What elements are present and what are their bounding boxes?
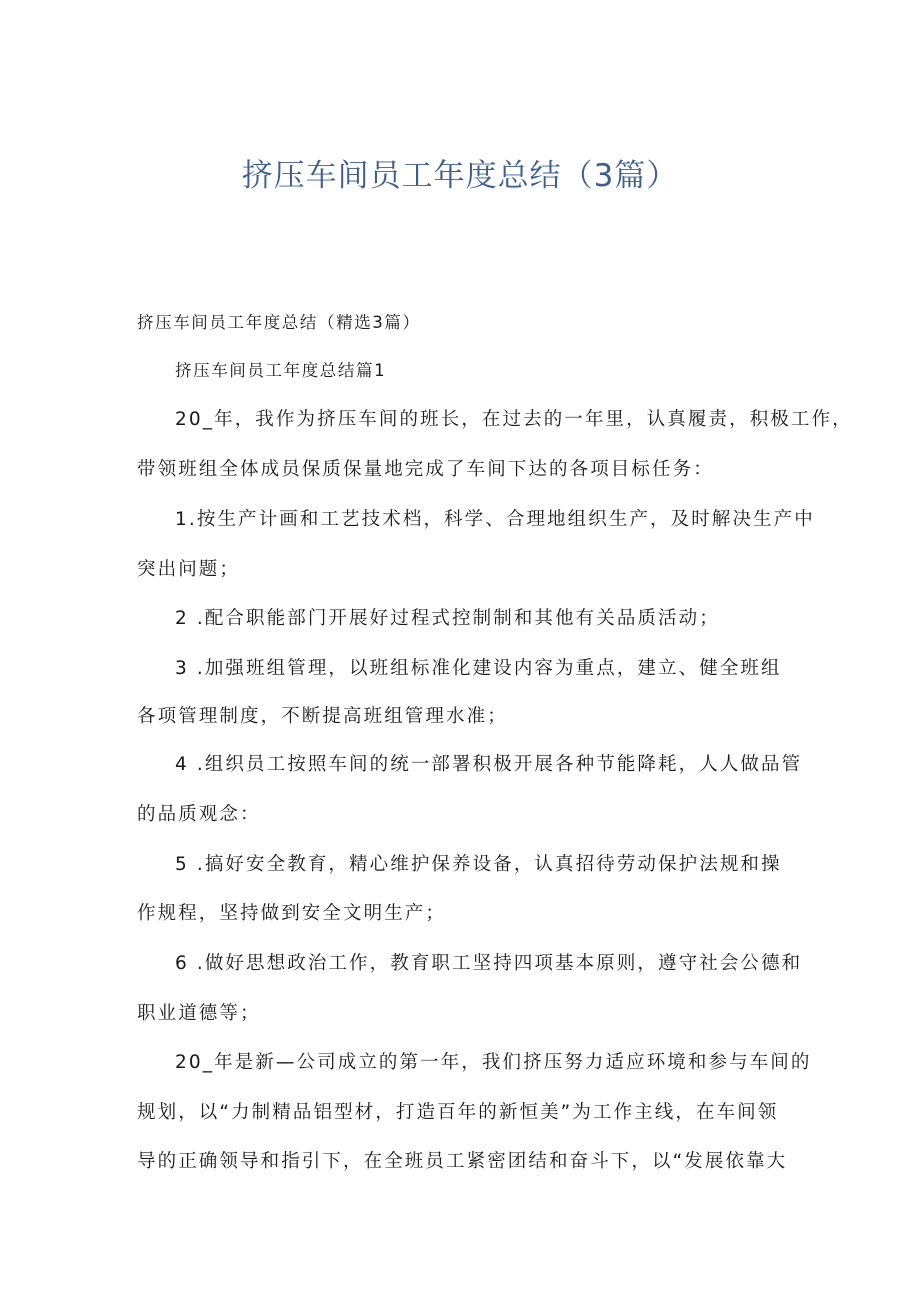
list-item-line: 作规程，坚持做到安全文明生产； <box>137 903 447 924</box>
list-item-line: 5 .搞好安全教育，精心维护保养设备，认真招待劳动保护法规和操 <box>175 854 782 875</box>
paragraph-line: 带领班组全体成员保质保量地完成了车间下达的各项目标任务： <box>137 459 714 480</box>
list-item-line: 1.按生产计画和工艺技术档，科学、合理地组织生产，及时解决生产中 <box>175 509 815 530</box>
list-item-line: 职业道德等； <box>137 1003 261 1024</box>
document-title: 挤压车间员工年度总结（3篇） <box>241 158 679 194</box>
paragraph-line: 20_年是新—公司成立的第一年，我们挤压努力适应环境和参与车间的 <box>175 1052 812 1073</box>
list-item-line: 的品质观念： <box>137 804 261 825</box>
document-subtitle: 挤压车间员工年度总结（精选3篇） <box>137 313 421 332</box>
list-item-line: 4 .组织员工按照车间的统一部署积极开展各种节能降耗，人人做品管 <box>175 754 803 775</box>
list-item-line: 突出问题； <box>137 559 241 580</box>
list-item-line: 6 .做好思想政治工作，教育职工坚持四项基本原则，遵守社会公德和 <box>175 953 803 974</box>
paragraph-line: 导的正确领导和指引下，在全班员工紧密团结和奋斗下，以“发展依靠大 <box>137 1151 788 1172</box>
list-item-line: 2 .配合职能部门开展好过程式控制制和其他有关品质活动； <box>175 608 720 629</box>
list-item-line: 3 .加强班组管理，以班组标准化建设内容为重点，建立、健全班组 <box>175 658 782 679</box>
list-item-line: 各项管理制度，不断提高班组管理水准； <box>137 706 508 727</box>
section-heading: 挤压车间员工年度总结篇1 <box>175 361 387 380</box>
paragraph-line: 20_年，我作为挤压车间的班长，在过去的一年里，认真履责，积极工作， <box>175 409 853 430</box>
paragraph-line: 规划，以“力制精品铝型材，打造百年的新恒美”为工作主线，在车间领 <box>137 1102 779 1123</box>
